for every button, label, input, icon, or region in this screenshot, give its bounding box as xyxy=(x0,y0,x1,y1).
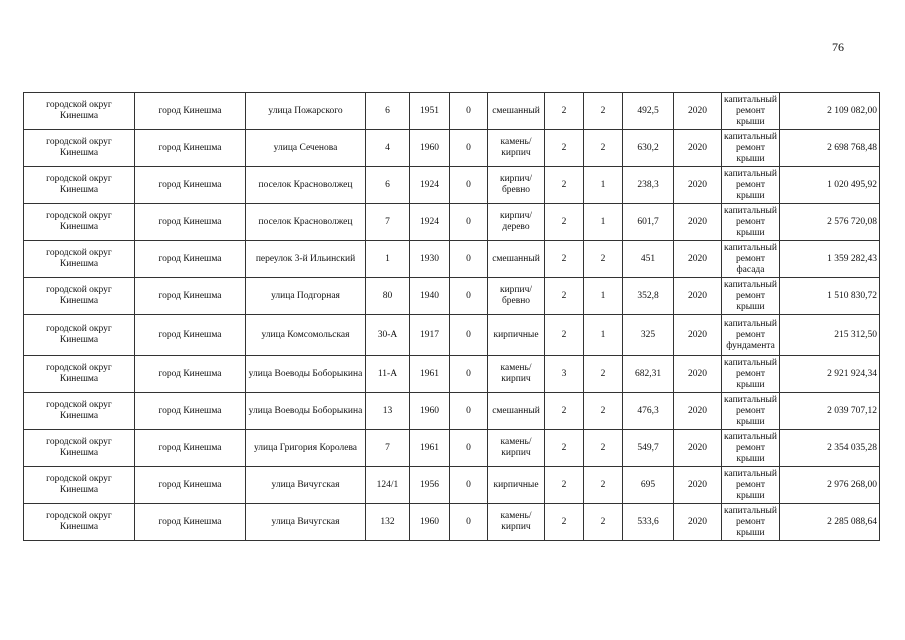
cell-municipality: городской округ Кинешма xyxy=(24,278,135,315)
table-row xyxy=(24,167,880,204)
cell-year: 2020 xyxy=(674,130,722,167)
cell-house-number: 11-А xyxy=(366,356,410,393)
cell-house-number: 13 xyxy=(366,393,410,430)
cell-municipality: городской округ Кинешма xyxy=(24,356,135,393)
cell-year: 2020 xyxy=(674,278,722,315)
cell-col-zero: 0 xyxy=(450,278,488,315)
cell-street: поселок Красноволжец xyxy=(246,204,366,241)
cell-build-year: 1924 xyxy=(410,204,450,241)
cell-work-type: капитальный ремонт крыши xyxy=(722,356,780,393)
cell-area: 601,7 xyxy=(623,204,674,241)
cell-municipality: городской округ Кинешма xyxy=(24,430,135,467)
cell-municipality: городской округ Кинешма xyxy=(24,167,135,204)
cell-wall-material: смешанный xyxy=(488,241,545,278)
cell-cost: 1 510 830,72 xyxy=(780,278,880,315)
cell-col-zero: 0 xyxy=(450,315,488,356)
cell-municipality: городской округ Кинешма xyxy=(24,504,135,541)
page-number: 76 xyxy=(832,40,844,54)
cell-year: 2020 xyxy=(674,504,722,541)
cell-build-year: 1930 xyxy=(410,241,450,278)
cell-floors: 2 xyxy=(545,167,584,204)
table-row xyxy=(24,130,880,167)
cell-floors: 2 xyxy=(545,504,584,541)
cell-settlement: город Кинешма xyxy=(135,393,246,430)
cell-work-type: капитальный ремонт фундамента xyxy=(722,315,780,356)
table-row xyxy=(24,241,880,278)
cell-cost: 2 976 268,00 xyxy=(780,467,880,504)
cell-settlement: город Кинешма xyxy=(135,93,246,130)
cell-wall-material: кирпич/дерево xyxy=(488,204,545,241)
cell-cost: 215 312,50 xyxy=(780,315,880,356)
cell-house-number: 7 xyxy=(366,430,410,467)
cell-entrances: 1 xyxy=(584,167,623,204)
cell-street: улица Воеводы Боборыкина xyxy=(246,393,366,430)
cell-area: 549,7 xyxy=(623,430,674,467)
cell-work-type: капитальный ремонт крыши xyxy=(722,278,780,315)
cell-house-number: 1 xyxy=(366,241,410,278)
cell-entrances: 2 xyxy=(584,504,623,541)
cell-street: улица Вичугская xyxy=(246,504,366,541)
cell-house-number: 6 xyxy=(366,93,410,130)
cell-area: 451 xyxy=(623,241,674,278)
cell-settlement: город Кинешма xyxy=(135,241,246,278)
cell-street: улица Пожарского xyxy=(246,93,366,130)
cell-floors: 2 xyxy=(545,93,584,130)
cell-cost: 1 020 495,92 xyxy=(780,167,880,204)
cell-col-zero: 0 xyxy=(450,356,488,393)
table-row xyxy=(24,504,880,541)
cell-floors: 2 xyxy=(545,241,584,278)
cell-floors: 2 xyxy=(545,393,584,430)
cell-year: 2020 xyxy=(674,93,722,130)
cell-house-number: 124/1 xyxy=(366,467,410,504)
cell-house-number: 6 xyxy=(366,167,410,204)
table-row xyxy=(24,430,880,467)
cell-house-number: 4 xyxy=(366,130,410,167)
cell-cost: 2 921 924,34 xyxy=(780,356,880,393)
cell-year: 2020 xyxy=(674,467,722,504)
cell-wall-material: камень/кирпич xyxy=(488,356,545,393)
table-row xyxy=(24,204,880,241)
cell-entrances: 2 xyxy=(584,130,623,167)
cell-entrances: 2 xyxy=(584,241,623,278)
cell-floors: 2 xyxy=(545,278,584,315)
cell-municipality: городской округ Кинешма xyxy=(24,467,135,504)
table-row xyxy=(24,278,880,315)
cell-entrances: 2 xyxy=(584,467,623,504)
cell-cost: 2 285 088,64 xyxy=(780,504,880,541)
cell-area: 682,31 xyxy=(623,356,674,393)
cell-settlement: город Кинешма xyxy=(135,430,246,467)
cell-street: улица Сеченова xyxy=(246,130,366,167)
cell-wall-material: кирпичные xyxy=(488,315,545,356)
cell-municipality: городской округ Кинешма xyxy=(24,393,135,430)
cell-work-type: капитальный ремонт крыши xyxy=(722,204,780,241)
cell-wall-material: смешанный xyxy=(488,93,545,130)
cell-cost: 2 039 707,12 xyxy=(780,393,880,430)
cell-col-zero: 0 xyxy=(450,504,488,541)
cell-year: 2020 xyxy=(674,315,722,356)
cell-house-number: 132 xyxy=(366,504,410,541)
cell-work-type: капитальный ремонт крыши xyxy=(722,467,780,504)
cell-settlement: город Кинешма xyxy=(135,504,246,541)
cell-work-type: капитальный ремонт крыши xyxy=(722,167,780,204)
cell-entrances: 1 xyxy=(584,204,623,241)
cell-street: улица Комсомольская xyxy=(246,315,366,356)
cell-cost: 2 576 720,08 xyxy=(780,204,880,241)
cell-municipality: городской округ Кинешма xyxy=(24,241,135,278)
cell-area: 476,3 xyxy=(623,393,674,430)
cell-cost: 2 354 035,28 xyxy=(780,430,880,467)
cell-entrances: 2 xyxy=(584,393,623,430)
cell-area: 533,6 xyxy=(623,504,674,541)
cell-settlement: город Кинешма xyxy=(135,315,246,356)
cell-street: поселок Красноволжец xyxy=(246,167,366,204)
cell-year: 2020 xyxy=(674,167,722,204)
cell-wall-material: кирпичные xyxy=(488,467,545,504)
cell-work-type: капитальный ремонт крыши xyxy=(722,130,780,167)
cell-work-type: капитальный ремонт крыши xyxy=(722,93,780,130)
cell-year: 2020 xyxy=(674,430,722,467)
cell-street: улица Григория Королева xyxy=(246,430,366,467)
cell-floors: 2 xyxy=(545,315,584,356)
cell-settlement: город Кинешма xyxy=(135,167,246,204)
cell-build-year: 1961 xyxy=(410,356,450,393)
cell-entrances: 1 xyxy=(584,278,623,315)
housing-repair-table xyxy=(23,92,880,541)
cell-wall-material: кирпич/бревно xyxy=(488,278,545,315)
cell-municipality: городской округ Кинешма xyxy=(24,315,135,356)
cell-municipality: городской округ Кинешма xyxy=(24,130,135,167)
cell-col-zero: 0 xyxy=(450,130,488,167)
cell-entrances: 1 xyxy=(584,315,623,356)
cell-build-year: 1961 xyxy=(410,430,450,467)
cell-col-zero: 0 xyxy=(450,430,488,467)
cell-col-zero: 0 xyxy=(450,467,488,504)
cell-col-zero: 0 xyxy=(450,393,488,430)
cell-street: улица Воеводы Боборыкина xyxy=(246,356,366,393)
cell-street: улица Подгорная xyxy=(246,278,366,315)
table-row xyxy=(24,467,880,504)
cell-floors: 2 xyxy=(545,204,584,241)
cell-year: 2020 xyxy=(674,356,722,393)
cell-build-year: 1940 xyxy=(410,278,450,315)
cell-wall-material: камень/кирпич xyxy=(488,430,545,467)
cell-municipality: городской округ Кинешма xyxy=(24,204,135,241)
cell-settlement: город Кинешма xyxy=(135,356,246,393)
cell-work-type: капитальный ремонт крыши xyxy=(722,393,780,430)
table-row xyxy=(24,93,880,130)
cell-settlement: город Кинешма xyxy=(135,204,246,241)
table-row xyxy=(24,356,880,393)
cell-build-year: 1960 xyxy=(410,130,450,167)
table-row xyxy=(24,315,880,356)
cell-area: 325 xyxy=(623,315,674,356)
cell-build-year: 1960 xyxy=(410,393,450,430)
cell-house-number: 30-А xyxy=(366,315,410,356)
cell-build-year: 1917 xyxy=(410,315,450,356)
cell-floors: 2 xyxy=(545,467,584,504)
cell-col-zero: 0 xyxy=(450,241,488,278)
cell-area: 492,5 xyxy=(623,93,674,130)
cell-area: 695 xyxy=(623,467,674,504)
cell-work-type: капитальный ремонт крыши xyxy=(722,430,780,467)
cell-area: 630,2 xyxy=(623,130,674,167)
cell-municipality: городской округ Кинешма xyxy=(24,93,135,130)
cell-wall-material: камень/кирпич xyxy=(488,130,545,167)
cell-wall-material: смешанный xyxy=(488,393,545,430)
cell-settlement: город Кинешма xyxy=(135,467,246,504)
cell-col-zero: 0 xyxy=(450,204,488,241)
cell-build-year: 1924 xyxy=(410,167,450,204)
cell-work-type: капитальный ремонт фасада xyxy=(722,241,780,278)
cell-floors: 2 xyxy=(545,130,584,167)
cell-cost: 2 109 082,00 xyxy=(780,93,880,130)
cell-work-type: капитальный ремонт крыши xyxy=(722,504,780,541)
cell-floors: 3 xyxy=(545,356,584,393)
cell-area: 352,8 xyxy=(623,278,674,315)
cell-build-year: 1951 xyxy=(410,93,450,130)
cell-cost: 1 359 282,43 xyxy=(780,241,880,278)
cell-settlement: город Кинешма xyxy=(135,278,246,315)
cell-year: 2020 xyxy=(674,204,722,241)
cell-floors: 2 xyxy=(545,430,584,467)
cell-col-zero: 0 xyxy=(450,93,488,130)
cell-entrances: 2 xyxy=(584,356,623,393)
cell-wall-material: камень/кирпич xyxy=(488,504,545,541)
cell-house-number: 80 xyxy=(366,278,410,315)
cell-build-year: 1960 xyxy=(410,504,450,541)
cell-cost: 2 698 768,48 xyxy=(780,130,880,167)
cell-year: 2020 xyxy=(674,393,722,430)
cell-wall-material: кирпич/бревно xyxy=(488,167,545,204)
cell-entrances: 2 xyxy=(584,93,623,130)
table-row xyxy=(24,393,880,430)
cell-year: 2020 xyxy=(674,241,722,278)
cell-entrances: 2 xyxy=(584,430,623,467)
cell-area: 238,3 xyxy=(623,167,674,204)
cell-street: улица Вичугская xyxy=(246,467,366,504)
cell-col-zero: 0 xyxy=(450,167,488,204)
cell-settlement: город Кинешма xyxy=(135,130,246,167)
cell-street: переулок 3-й Ильинский xyxy=(246,241,366,278)
cell-house-number: 7 xyxy=(366,204,410,241)
cell-build-year: 1956 xyxy=(410,467,450,504)
